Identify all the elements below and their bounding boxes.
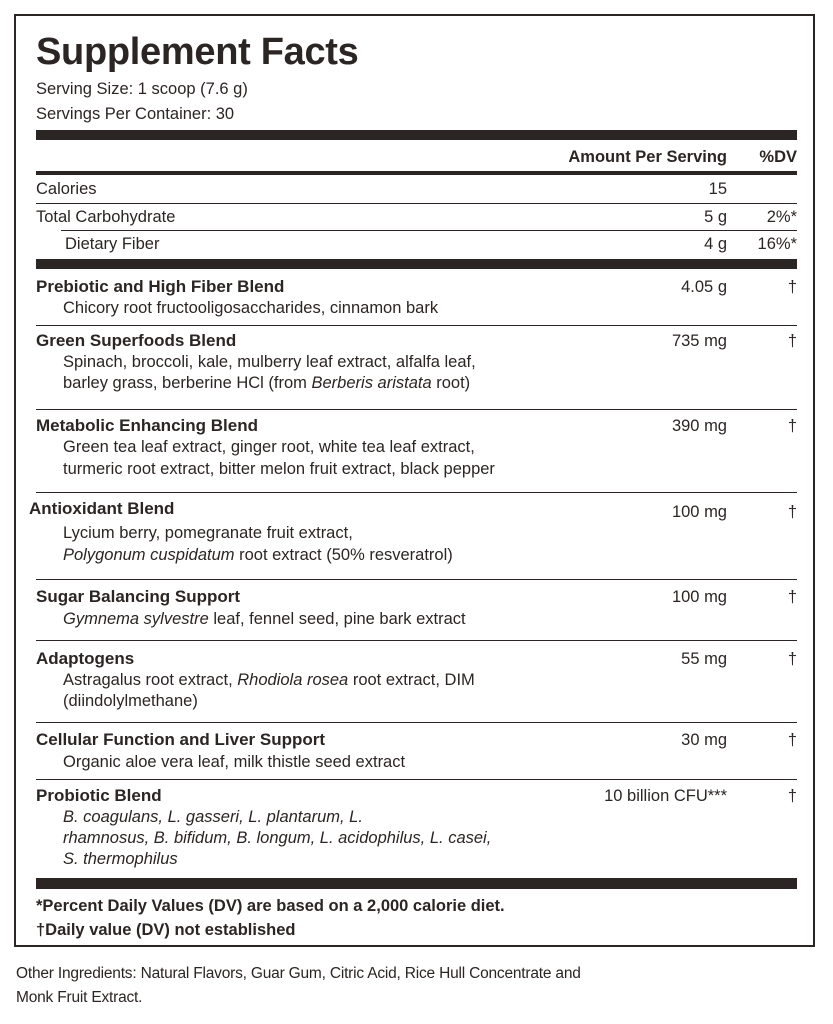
blend-ingredients <box>36 298 797 318</box>
blend-row-probiotic <box>36 786 797 806</box>
blend-amount: 55 mg <box>681 650 727 668</box>
ingredient-line: Organic aloe vera leaf, milk thistle seed extract <box>63 753 406 771</box>
blend-row-antioxidant <box>29 499 797 521</box>
column-header-row <box>36 147 797 167</box>
nutrient-amount: 4 g <box>704 235 727 253</box>
nutrient-row-total-carbohydrate <box>36 207 797 227</box>
serving-size: Serving Size: 1 scoop (7.6 g) <box>36 80 248 98</box>
ingredient-line: turmeric root extract, bitter melon fruit extract, black pepper <box>63 460 495 478</box>
blend-ingredients <box>36 670 797 690</box>
ingredient-line <box>63 609 466 629</box>
blend-amount: 390 mg <box>671 417 727 435</box>
blend-dv: † <box>787 650 797 668</box>
ingredient-latin-name: Berberis aristata <box>311 374 432 392</box>
blend-amount: 100 mg <box>671 503 727 521</box>
blend-dv: † <box>787 332 797 350</box>
nutrient-name: Dietary Fiber <box>65 235 160 253</box>
blend-name: Antioxidant Blend <box>29 499 175 518</box>
footnote-dv: *Percent Daily Values (DV) are based on a 2,000 calorie diet. <box>36 897 505 915</box>
blend-dv: † <box>787 787 797 805</box>
ingredient-line: Chicory root fructooligosaccharides, cinnamon bark <box>63 299 439 317</box>
ingredient-line: rhamnosus, B. bifidum, B. longum, L. acidophilus, L. casei, <box>63 829 492 847</box>
blend-name: Sugar Balancing Support <box>36 587 241 606</box>
ingredient-text: Astragalus root extract, <box>63 671 238 689</box>
ingredient-line: B. coagulans, L. gasseri, L. plantarum, L. <box>63 808 363 826</box>
ingredient-text: leaf, fennel seed, pine bark extract <box>208 610 466 628</box>
blend-amount: 4.05 g <box>681 278 727 296</box>
blend-row-sugar-balancing <box>36 587 797 607</box>
blend-amount: 10 billion CFU*** <box>604 787 727 805</box>
nutrient-dv: 16%* <box>757 235 797 253</box>
blend-row-cellular-function <box>36 730 797 750</box>
nutrient-amount: 5 g <box>704 208 727 226</box>
blend-row-adaptogens <box>36 649 797 669</box>
ingredient-text: barley grass, berberine HCl (from <box>63 374 312 392</box>
blend-ingredients <box>36 459 797 479</box>
row-divider <box>36 325 797 326</box>
blend-ingredients <box>36 849 797 869</box>
blend-dv: † <box>787 588 797 606</box>
blend-ingredients <box>36 807 797 827</box>
footnote-dagger: †Daily value (DV) not established <box>36 921 296 939</box>
blend-row-prebiotic <box>36 277 797 297</box>
blend-amount: 735 mg <box>671 332 727 350</box>
row-divider <box>36 409 797 410</box>
blend-name: Metabolic Enhancing Blend <box>36 416 258 435</box>
servings-per-container: Servings Per Container: 30 <box>36 105 235 123</box>
thick-divider <box>36 878 797 889</box>
row-divider <box>36 492 797 493</box>
blend-amount: 30 mg <box>681 731 727 749</box>
blend-name: Cellular Function and Liver Support <box>36 730 326 749</box>
ingredient-text: root) <box>431 374 471 392</box>
ingredient-line: Spinach, broccoli, kale, mulberry leaf extract, alfalfa leaf, <box>63 353 476 371</box>
blend-row-metabolic-enhancing <box>36 416 797 436</box>
blend-name: Adaptogens <box>36 649 135 668</box>
amount-header: Amount Per Serving <box>568 148 727 166</box>
other-ingredients-line: Monk Fruit Extract. <box>16 989 143 1006</box>
blend-name: Prebiotic and High Fiber Blend <box>36 277 285 296</box>
blend-ingredients <box>36 523 797 543</box>
ingredient-line: Lycium berry, pomegranate fruit extract, <box>63 524 353 542</box>
blend-dv: † <box>787 278 797 296</box>
ingredient-text: root extract, DIM <box>348 671 475 689</box>
ingredient-line: S. thermophilus <box>63 850 178 868</box>
ingredient-line <box>63 373 470 393</box>
other-ingredients-line: Other Ingredients: Natural Flavors, Guar Gum, Citric Acid, Rice Hull Concentrate and <box>16 965 581 982</box>
nutrient-row-calories <box>36 179 797 199</box>
ingredient-line <box>63 670 475 690</box>
nutrient-name: Calories <box>36 180 97 198</box>
row-divider <box>36 579 797 580</box>
nutrient-name: Total Carbohydrate <box>36 208 176 226</box>
row-divider <box>36 722 797 723</box>
ingredient-latin-name: Gymnema sylvestre <box>63 610 209 628</box>
blend-name: Green Superfoods Blend <box>36 331 237 350</box>
nutrient-row-dietary-fiber <box>36 234 797 254</box>
nutrient-amount: 15 <box>708 180 727 198</box>
blend-ingredients <box>36 352 797 372</box>
blend-ingredients <box>36 373 797 393</box>
ingredient-line <box>63 545 453 565</box>
blend-ingredients <box>36 828 797 848</box>
blend-row-green-superfoods <box>36 331 797 351</box>
ingredient-text: root extract (50% resveratrol) <box>234 546 453 564</box>
panel-title: Supplement Facts <box>36 31 359 73</box>
blend-name: Probiotic Blend <box>36 786 162 805</box>
supplement-facts-panel <box>14 14 815 947</box>
ingredient-latin-name: Polygonum cuspidatum <box>63 546 235 564</box>
medium-divider <box>36 171 797 175</box>
dv-header: %DV <box>759 148 797 166</box>
blend-amount: 100 mg <box>671 588 727 606</box>
blend-dv: † <box>787 503 797 521</box>
blend-ingredients <box>36 545 797 565</box>
ingredient-latin-name: Rhodiola rosea <box>237 671 349 689</box>
ingredient-line: (diindolylmethane) <box>63 692 198 710</box>
ingredient-line: Green tea leaf extract, ginger root, white tea leaf extract, <box>63 438 475 456</box>
thick-divider <box>36 259 797 269</box>
thick-divider <box>36 130 797 140</box>
row-divider <box>61 230 797 231</box>
row-divider <box>36 779 797 780</box>
blend-ingredients <box>36 752 797 772</box>
nutrient-dv: 2%* <box>766 208 797 226</box>
blend-ingredients <box>36 437 797 457</box>
blend-dv: † <box>787 417 797 435</box>
blend-dv: † <box>787 731 797 749</box>
row-divider <box>36 203 797 204</box>
row-divider <box>36 640 797 641</box>
blend-ingredients <box>36 609 797 629</box>
blend-ingredients <box>36 691 797 711</box>
